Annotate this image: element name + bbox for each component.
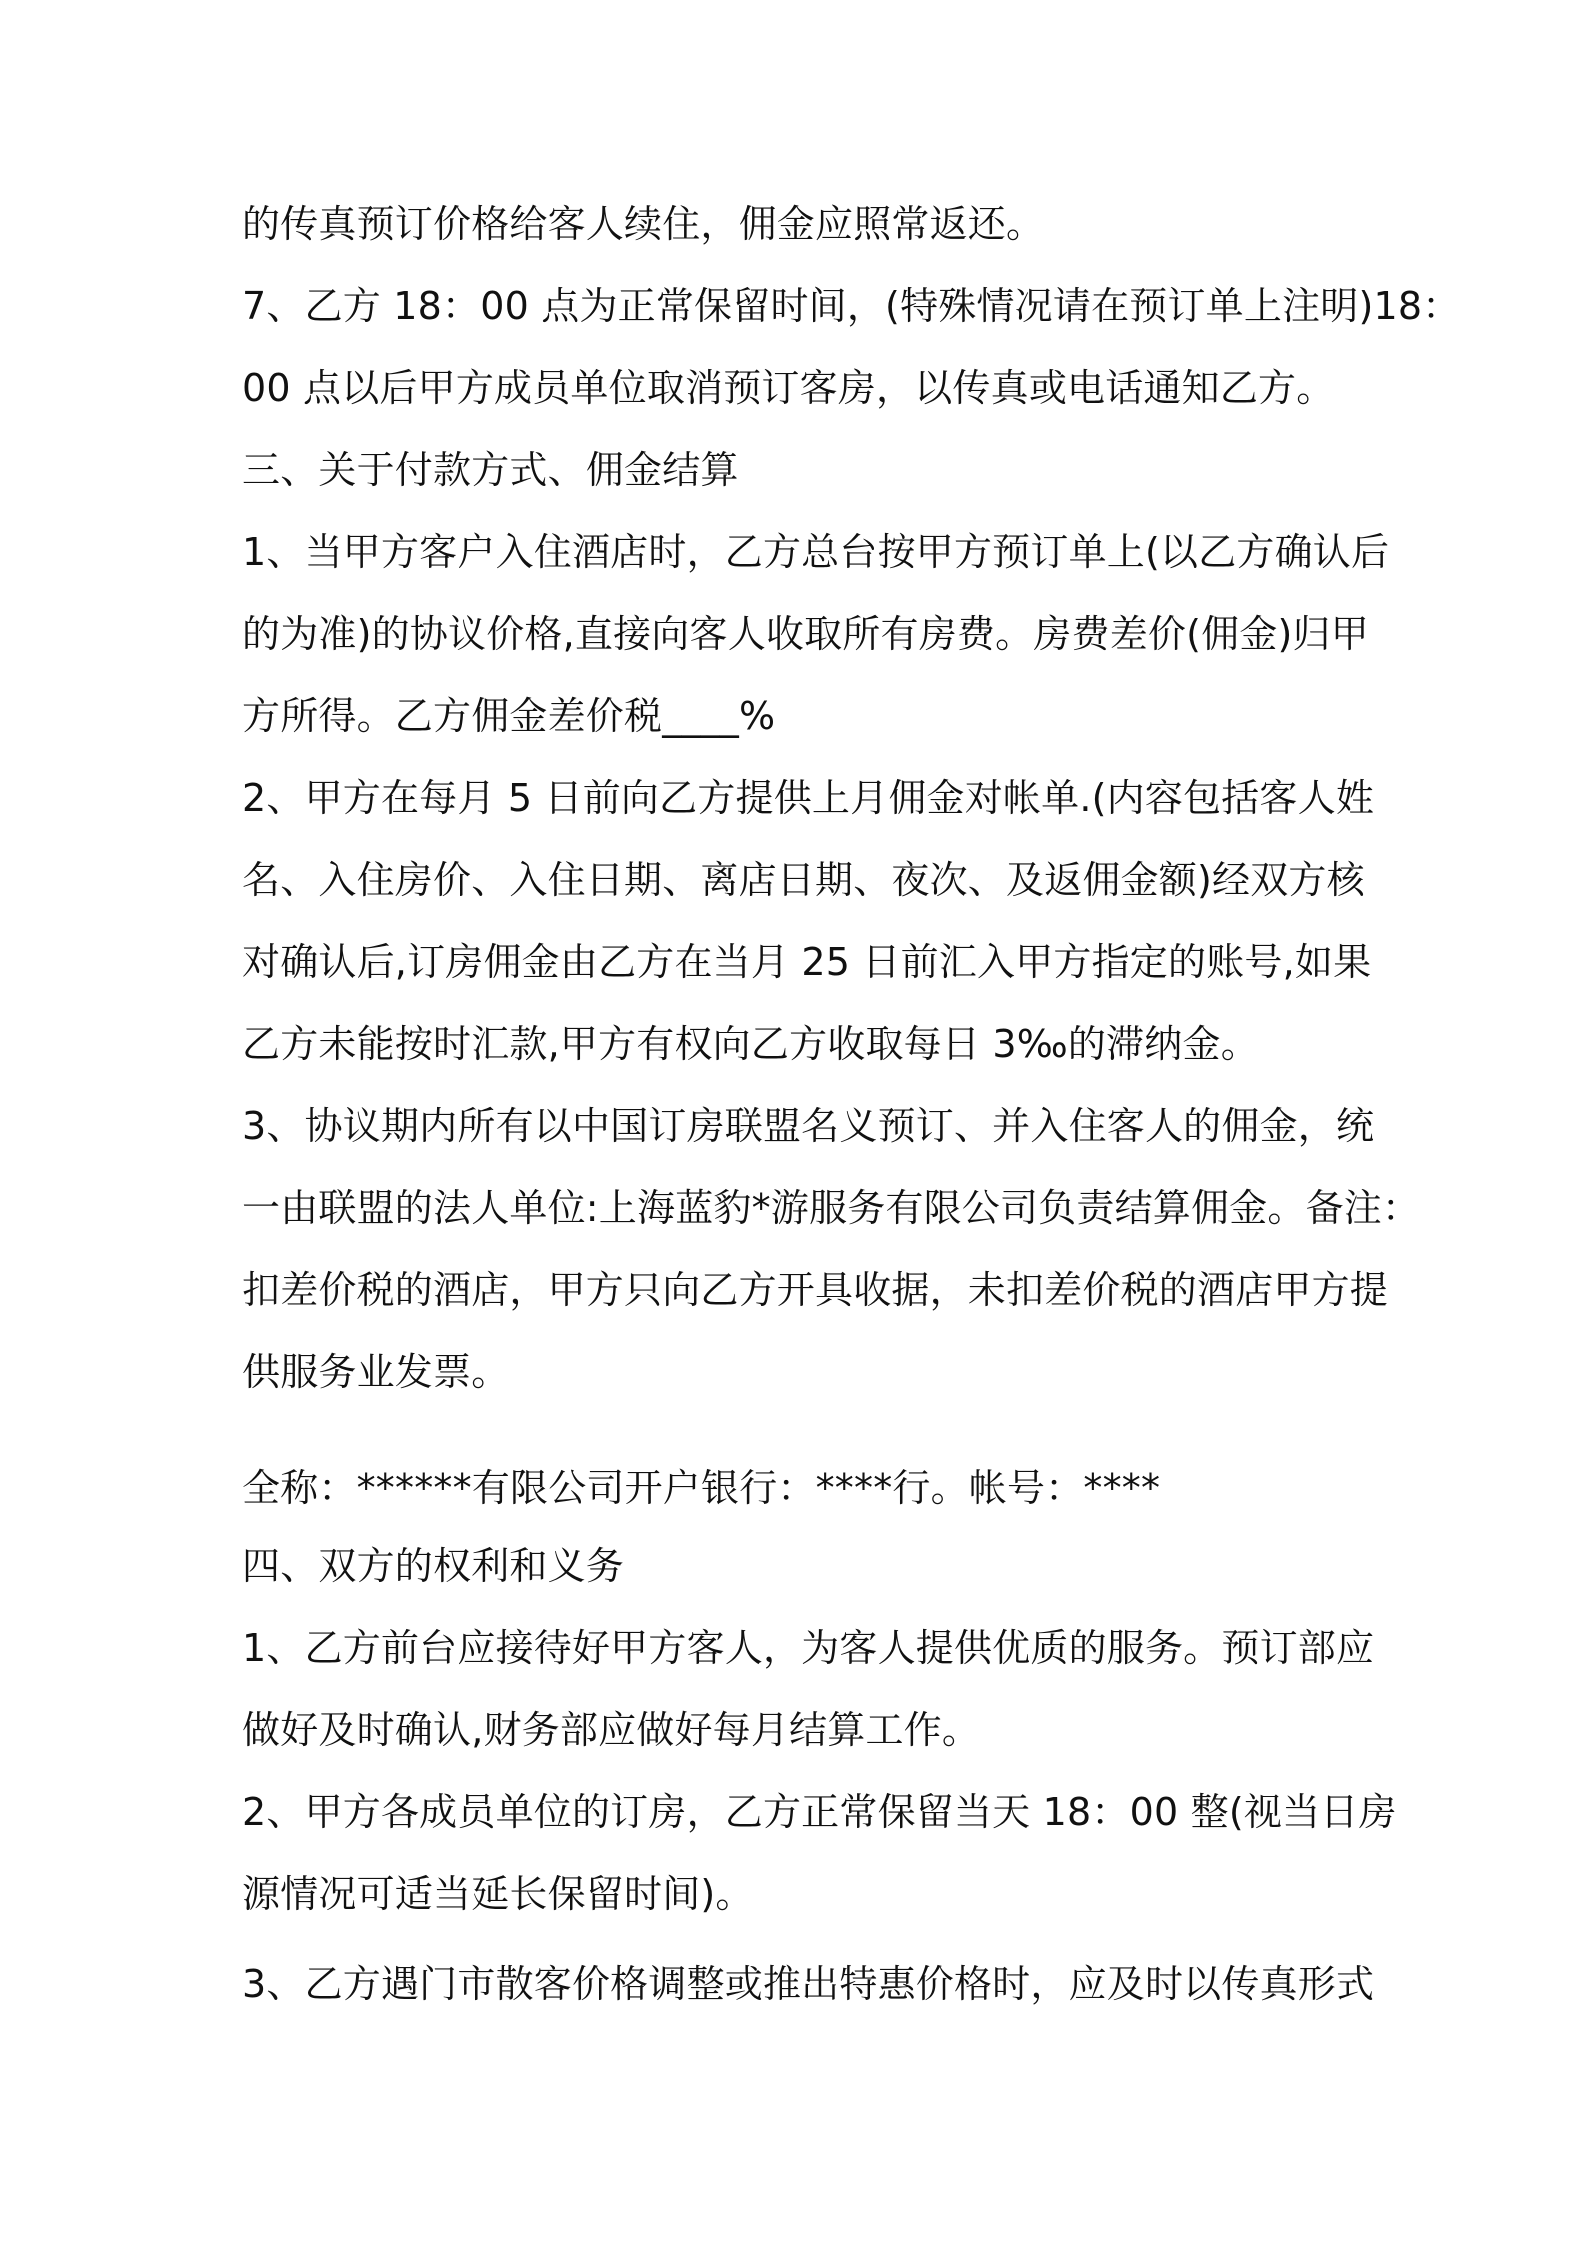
text-line: 3、乙方遇门市散客价格调整或推出特惠价格时，应及时以传真形式	[242, 1962, 1375, 2006]
text-line: 扣差价税的酒店，甲方只向乙方开具收据，未扣差价税的酒店甲方提	[242, 1268, 1389, 1312]
text-line: 对确认后,订房佣金由乙方在当月 25 日前汇入甲方指定的账号,如果	[242, 940, 1372, 984]
text-line: 一由联盟的法人单位:上海蓝豹*游服务有限公司负责结算佣金。备注：	[242, 1186, 1421, 1230]
text-line: 2、甲方各成员单位的订房，乙方正常保留当天 18：00 整(视当日房	[242, 1790, 1397, 1834]
text-line: 做好及时确认,财务部应做好每月结算工作。	[242, 1708, 981, 1752]
text-line: 的传真预订价格给客人续住，佣金应照常返还。	[242, 202, 1045, 246]
text-line: 方所得。乙方佣金差价税____%	[242, 694, 776, 738]
text-line: 7、乙方 18：00 点为正常保留时间，(特殊情况请在预订单上注明)18：	[242, 284, 1461, 328]
text-line: 00 点以后甲方成员单位取消预订客房，以传真或电话通知乙方。	[242, 366, 1335, 410]
section-heading: 三、关于付款方式、佣金结算	[242, 448, 739, 492]
text-line: 全称：******有限公司开户银行：****行。帐号：****	[242, 1466, 1161, 1510]
text-line: 的为准)的协议价格,直接向客人收取所有房费。房费差价(佣金)归甲	[242, 612, 1369, 656]
text-line: 源情况可适当延长保留时间)。	[242, 1872, 754, 1916]
text-line: 供服务业发票。	[242, 1350, 510, 1394]
section-heading: 四、双方的权利和义务	[242, 1544, 625, 1588]
text-line: 1、当甲方客户入住酒店时，乙方总台按甲方预订单上(以乙方确认后	[242, 530, 1390, 574]
text-line: 乙方未能按时汇款,甲方有权向乙方收取每日 3‰的滞纳金。	[242, 1022, 1259, 1066]
text-line: 2、甲方在每月 5 日前向乙方提供上月佣金对帐单.(内容包括客人姓	[242, 776, 1375, 820]
text-line: 3、协议期内所有以中国订房联盟名义预订、并入住客人的佣金，统	[242, 1104, 1375, 1148]
text-line: 名、入住房价、入住日期、离店日期、夜次、及返佣金额)经双方核	[242, 858, 1365, 902]
text-line: 1、乙方前台应接待好甲方客人，为客人提供优质的服务。预订部应	[242, 1626, 1375, 1670]
